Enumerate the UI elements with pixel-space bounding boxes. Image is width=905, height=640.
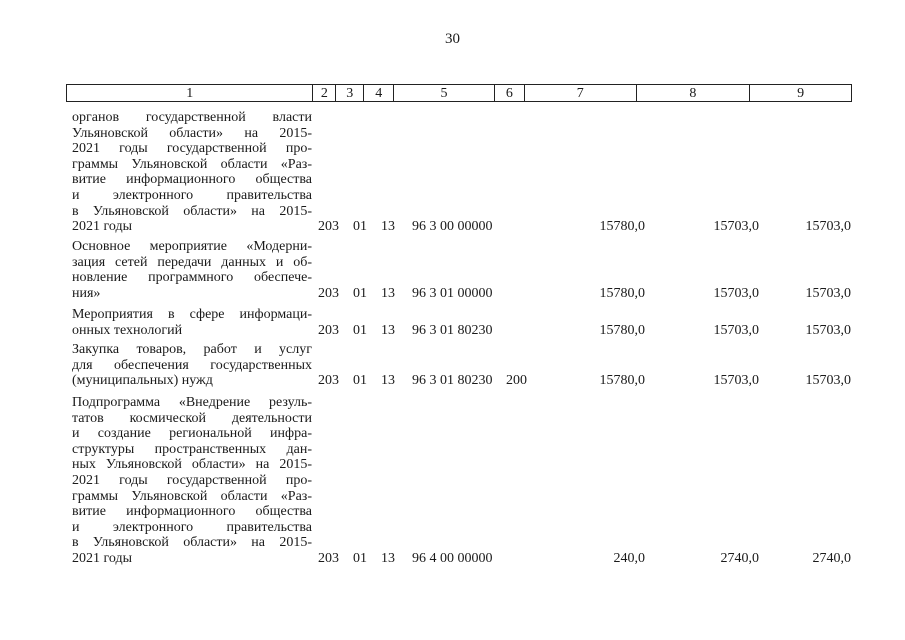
- header-col-8: 8: [636, 85, 750, 101]
- cell-c4: 13: [381, 373, 395, 389]
- cell-c2: 203: [318, 322, 339, 338]
- description-line: Ульяновской области» на 2015-: [72, 125, 312, 141]
- row-description: [72, 110, 312, 235]
- header-col-7: 7: [524, 85, 636, 101]
- cell-c4: 13: [381, 285, 395, 301]
- description-line: Мероприятия в сфере информаци-: [72, 307, 312, 322]
- page-number: 30: [445, 31, 460, 47]
- cell-c5: 96 3 01 80230: [412, 373, 493, 389]
- cell-c9: 2740,0: [812, 551, 851, 566]
- table-header-row: [66, 84, 852, 102]
- cell-c8: 2740,0: [720, 551, 759, 566]
- cell-c4: 13: [381, 322, 395, 338]
- description-line: зация сетей передачи данных и об-: [72, 254, 312, 270]
- description-line: онных технологий: [72, 322, 183, 338]
- row-description: [72, 239, 312, 301]
- cell-c3: 01: [353, 551, 367, 566]
- description-line: витие информационного общества: [72, 172, 312, 188]
- description-line: и электронного правительства: [72, 187, 312, 203]
- cell-c5: 96 3 01 80230: [412, 322, 493, 338]
- description-line: Основное мероприятие «Модерни-: [72, 239, 312, 254]
- description-line: 2021 годы: [72, 219, 133, 235]
- description-line: 2021 годы: [72, 550, 133, 566]
- cell-c7: 15780,0: [599, 373, 645, 389]
- header-col-1: 1: [186, 86, 194, 101]
- description-line: (муниципальных) нужд: [72, 373, 213, 389]
- cell-c7: 240,0: [613, 551, 645, 566]
- row-description: [72, 307, 312, 338]
- header-col-6: 6: [494, 85, 524, 101]
- cell-c3: 01: [353, 322, 367, 338]
- cell-c8: 15703,0: [713, 219, 759, 235]
- description-line: в Ульяновской области» на 2015-: [72, 535, 312, 551]
- header-col-3: 3: [335, 85, 363, 101]
- description-line: 2021 годы государственной про-: [72, 141, 312, 157]
- description-line: 2021 годы государственной про-: [72, 472, 312, 488]
- description-line: витие информационного общества: [72, 504, 312, 520]
- description-line: и электронного правительства: [72, 519, 312, 535]
- header-col-2: 2: [312, 85, 335, 101]
- row-description: [72, 342, 312, 389]
- description-line: граммы Ульяновской области «Раз-: [72, 488, 312, 504]
- cell-c5: 96 3 00 00000: [412, 219, 493, 235]
- description-line: органов государственной власти: [72, 110, 312, 125]
- cell-c8: 15703,0: [713, 285, 759, 301]
- cell-c7: 15780,0: [599, 219, 645, 235]
- header-col-4: 4: [363, 85, 393, 101]
- cell-c9: 15703,0: [805, 322, 851, 338]
- description-line: Подпрограмма «Внедрение резуль-: [72, 395, 312, 410]
- cell-c2: 203: [318, 285, 339, 301]
- description-line: ния»: [72, 285, 101, 301]
- cell-c4: 13: [381, 219, 395, 235]
- description-line: татов космической деятельности: [72, 410, 312, 426]
- cell-c5: 96 4 00 00000: [412, 551, 493, 566]
- cell-c6: 200: [506, 373, 527, 389]
- description-line: Закупка товаров, работ и услуг: [72, 342, 312, 357]
- description-line: в Ульяновской области» на 2015-: [72, 203, 312, 219]
- cell-c3: 01: [353, 219, 367, 235]
- cell-c3: 01: [353, 373, 367, 389]
- cell-c5: 96 3 01 00000: [412, 285, 493, 301]
- cell-c8: 15703,0: [713, 373, 759, 389]
- description-line: граммы Ульяновской области «Раз-: [72, 156, 312, 172]
- cell-c2: 203: [318, 373, 339, 389]
- description-line: и создание региональной инфра-: [72, 426, 312, 442]
- cell-c2: 203: [318, 219, 339, 235]
- cell-c9: 15703,0: [805, 373, 851, 389]
- description-line: для обеспечения государственных: [72, 357, 312, 373]
- cell-c8: 15703,0: [713, 322, 759, 338]
- header-col-9: 9: [749, 85, 851, 101]
- description-line: ных Ульяновской области» на 2015-: [72, 457, 312, 473]
- description-line: структуры пространственных дан-: [72, 441, 312, 457]
- cell-c9: 15703,0: [805, 219, 851, 235]
- cell-c4: 13: [381, 551, 395, 566]
- row-description: [72, 395, 312, 567]
- cell-c2: 203: [318, 551, 339, 566]
- cell-c7: 15780,0: [599, 285, 645, 301]
- description-line: новление программного обеспече-: [72, 270, 312, 286]
- cell-c3: 01: [353, 285, 367, 301]
- cell-c9: 15703,0: [805, 285, 851, 301]
- header-col-5: 5: [393, 85, 494, 101]
- cell-c7: 15780,0: [599, 322, 645, 338]
